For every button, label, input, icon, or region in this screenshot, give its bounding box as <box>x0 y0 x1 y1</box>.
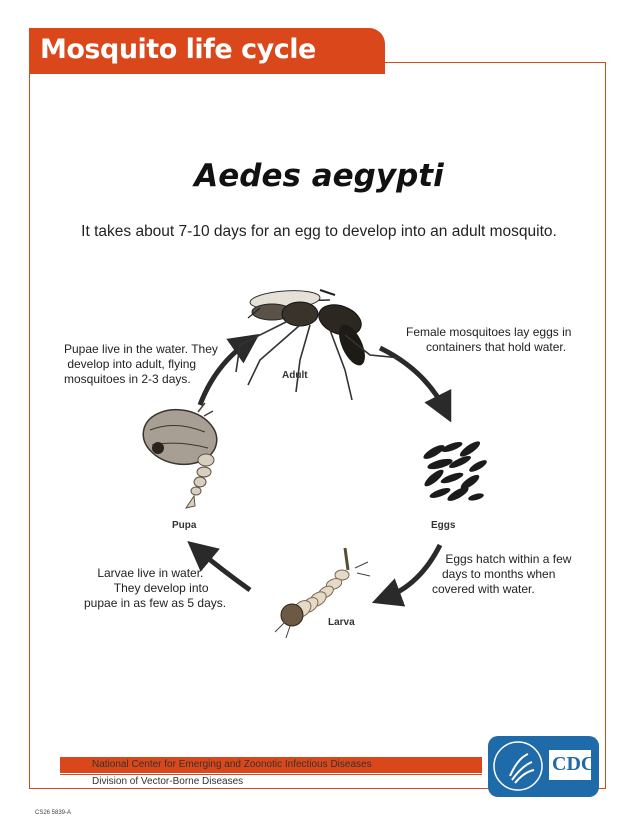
stage-label-pupa: Pupa <box>172 520 197 531</box>
document-code: CS26 5839-A <box>35 810 72 816</box>
subtitle: It takes about 7-10 days for an egg to develop into an adult mosquito. <box>81 223 557 240</box>
pupa-illustration <box>139 403 221 508</box>
eggs-illustration <box>422 439 489 504</box>
larva-illustration <box>275 548 370 638</box>
adult-note: Female mosquitoes lay eggs in containers that hold water. <box>406 325 572 354</box>
page-title: Mosquito life cycle <box>40 34 316 65</box>
cdc-logo-text: CDC <box>552 753 596 775</box>
footer-center-name: National Center for Emerging and Zoonotic Infectious Diseases <box>92 759 372 770</box>
footer-divider <box>60 774 482 775</box>
species-name: Aedes aegypti <box>194 158 444 194</box>
stage-label-larva: Larva <box>328 617 355 628</box>
larva-note: Larvae live in water. They develop into pupae in as few as 5 days. <box>84 566 227 610</box>
cdc-logo-badge <box>488 736 599 797</box>
footer-division-name: Division of Vector-Borne Diseases <box>92 776 244 787</box>
adult-mosquito-illustration <box>236 289 400 400</box>
stage-label-adult: Adult <box>282 370 308 381</box>
pupa-note: Pupae live in the water. They develop into adult, flying mosquitoes in 2-3 days. <box>64 342 218 386</box>
stage-label-eggs: Eggs <box>431 520 456 531</box>
eggs-note: Eggs hatch within a few days to months when covered with water. <box>432 552 572 596</box>
